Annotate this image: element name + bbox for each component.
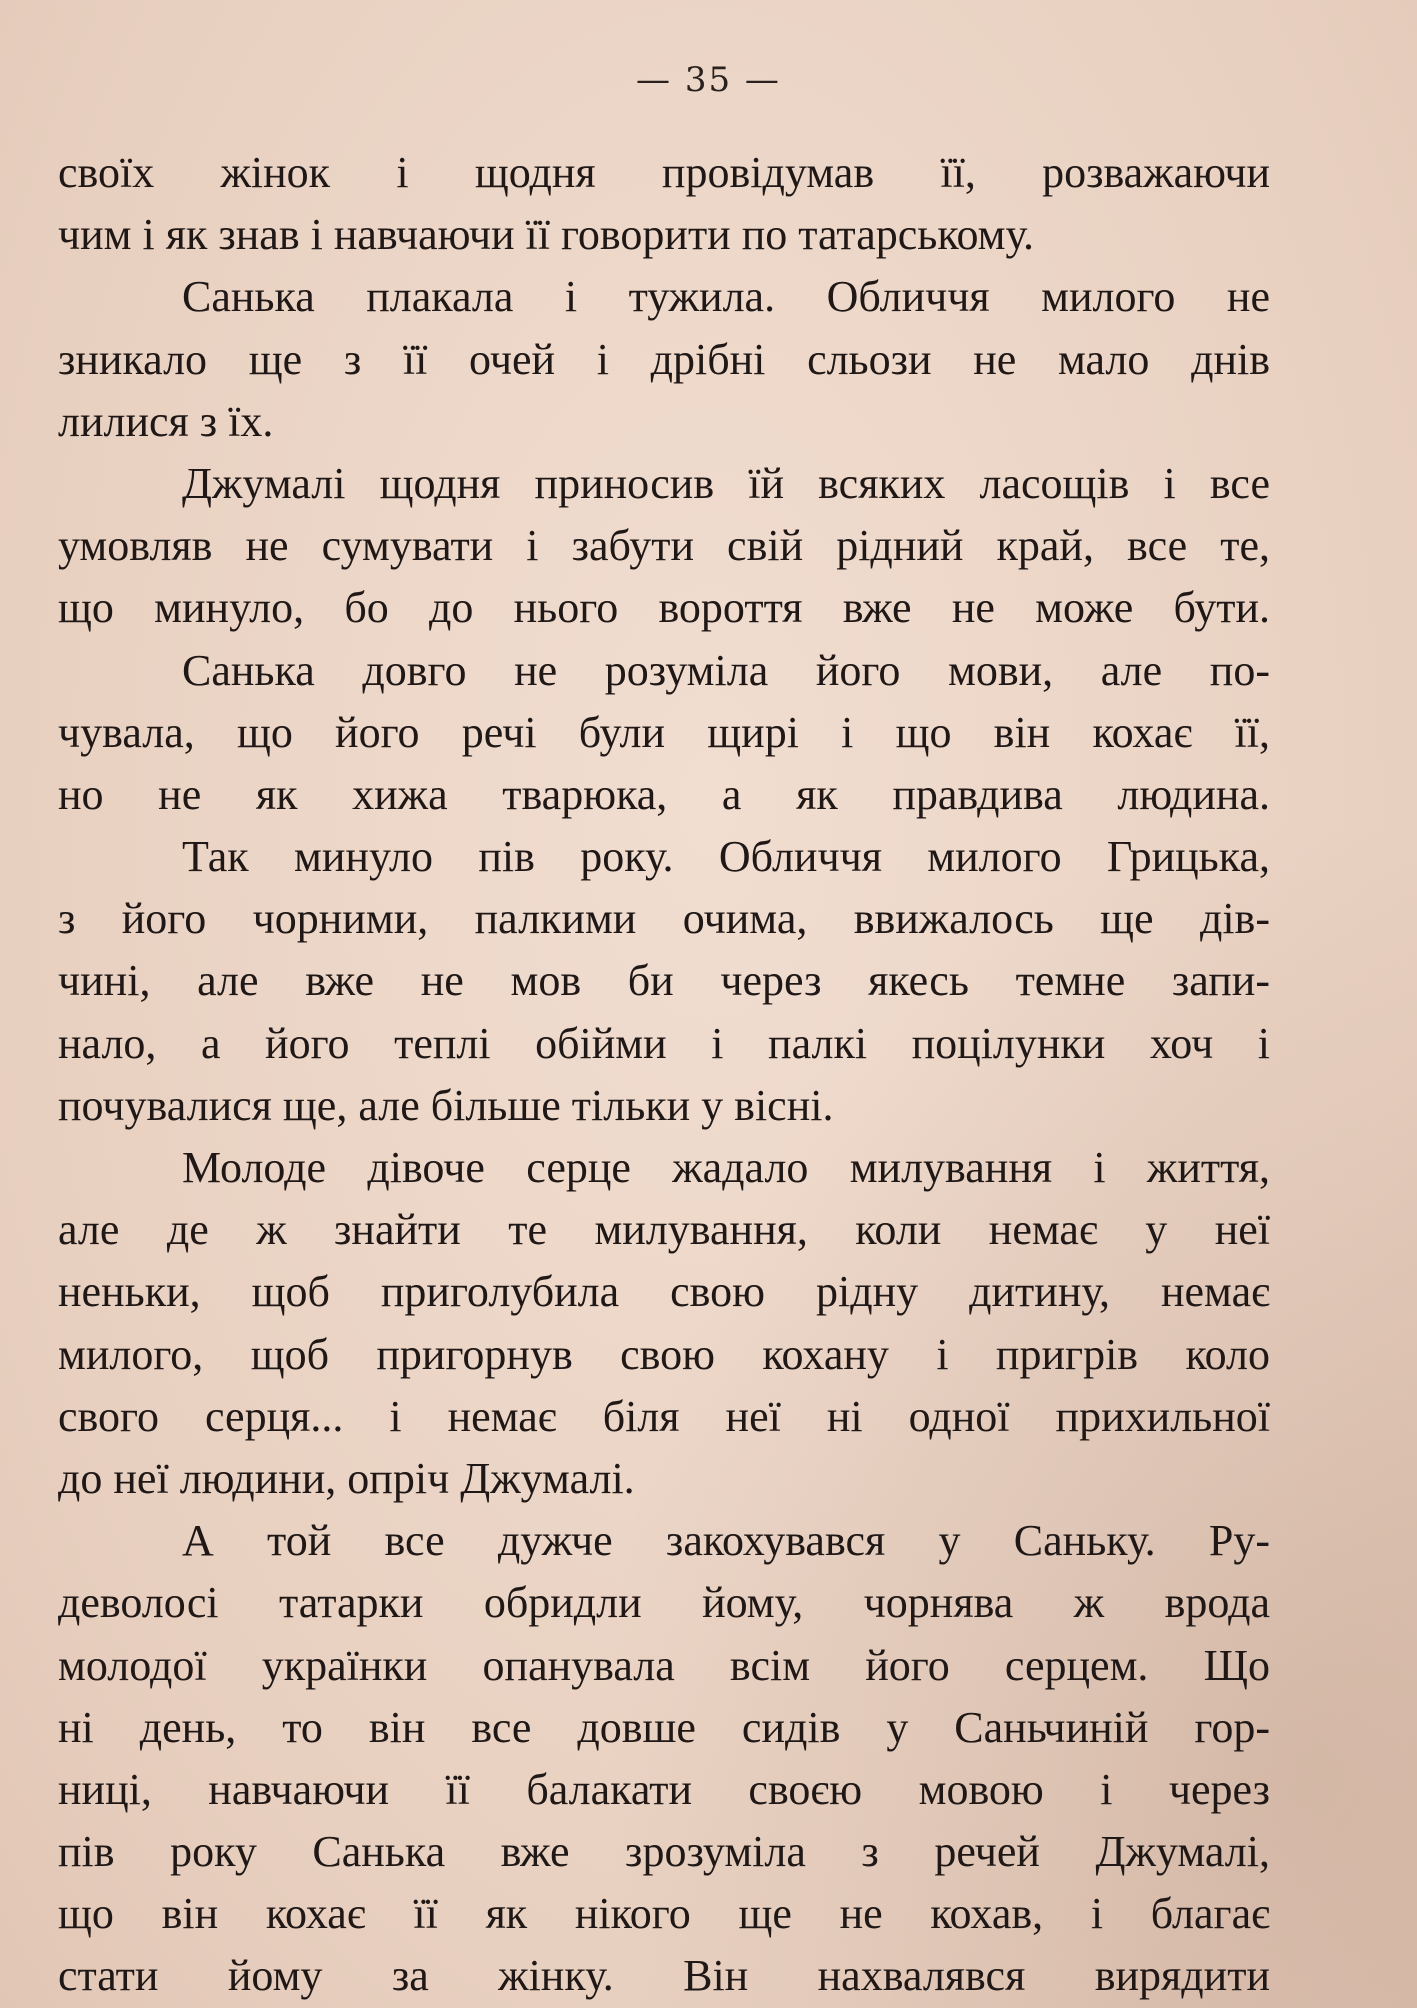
text-line: чим і як знав і навчаючи її говорити по татарському. xyxy=(58,210,1035,260)
text-line: до неї людини, опріч Джумалі. xyxy=(58,1453,635,1503)
text-line: неньки, щоб приголубила свою рідну дитину, немає xyxy=(58,1267,1270,1317)
text-line: стати йому за жінку. Він нахвалявся вирядити xyxy=(58,1951,1270,2001)
text-line: молодої українки опанувала всім його серцем. Що xyxy=(58,1640,1270,1690)
page-text xyxy=(58,142,1270,2008)
text-line: лилися з їх. xyxy=(58,396,274,446)
text-line: пів року Санька вже зрозуміла з речей Джумалі, xyxy=(58,1827,1270,1877)
text-line: А той все дужче закохувався у Саньку. Ру- xyxy=(182,1516,1270,1566)
text-line: почувалися ще, але більше тільки у вісні. xyxy=(58,1080,834,1130)
text-line: умовляв не сумувати і забути свій рідний край, все те, xyxy=(58,521,1270,571)
text-line: з його чорними, палкими очима, ввижалось ще дів- xyxy=(58,894,1270,944)
text-line: чині, але вже не мов би через якесь темне запи- xyxy=(58,956,1270,1006)
text-line: Молоде дівоче серце жадало милування і життя, xyxy=(182,1143,1270,1192)
text-line: Санька довго не розуміла його мови, але по- xyxy=(182,645,1270,695)
text-line: милого, щоб пригорнув свою кохану і пригрів коло xyxy=(58,1329,1270,1379)
text-line: Джумалі щодня приносив їй всяких ласощів і все xyxy=(182,458,1270,508)
text-line: но не як хижа тварюка, а як правдива людина. xyxy=(58,769,1270,819)
text-line: що він кохає її як нікого ще не кохав, і благає xyxy=(58,1889,1270,1939)
text-line: деволосі татарки обридли йому, чорнява ж врода xyxy=(58,1578,1270,1628)
text-line: зникало ще з її очей і дрібні сльози не мало днів xyxy=(58,334,1270,384)
text-line: ні день, то він все довше сидів у Саньчиній гор- xyxy=(58,1702,1270,1752)
text-line: ниці, навчаючи її балакати своєю мовою і через xyxy=(58,1764,1270,1814)
text-line: нало, а його теплі обійми і палкі поцілунки хоч і xyxy=(58,1018,1270,1068)
text-line: Санька плакала і тужила. Обличчя милого не xyxy=(182,272,1270,322)
text-line: своїх жінок і щодня провідумав її, розважаючи xyxy=(58,148,1270,197)
text-line: свого серця... і немає біля неї ні одної прихильної xyxy=(58,1391,1270,1441)
text-line: чувала, що його речі були щирі і що він кохає її, xyxy=(58,707,1270,757)
text-line: що минуло, бо до нього вороття вже не може бути. xyxy=(58,583,1270,633)
text-line: але де ж знайти те милування, коли немає у неї xyxy=(58,1205,1270,1255)
page-number: — 35 — xyxy=(636,60,781,100)
text-line: Так минуло пів року. Обличчя милого Грицька, xyxy=(182,832,1270,882)
